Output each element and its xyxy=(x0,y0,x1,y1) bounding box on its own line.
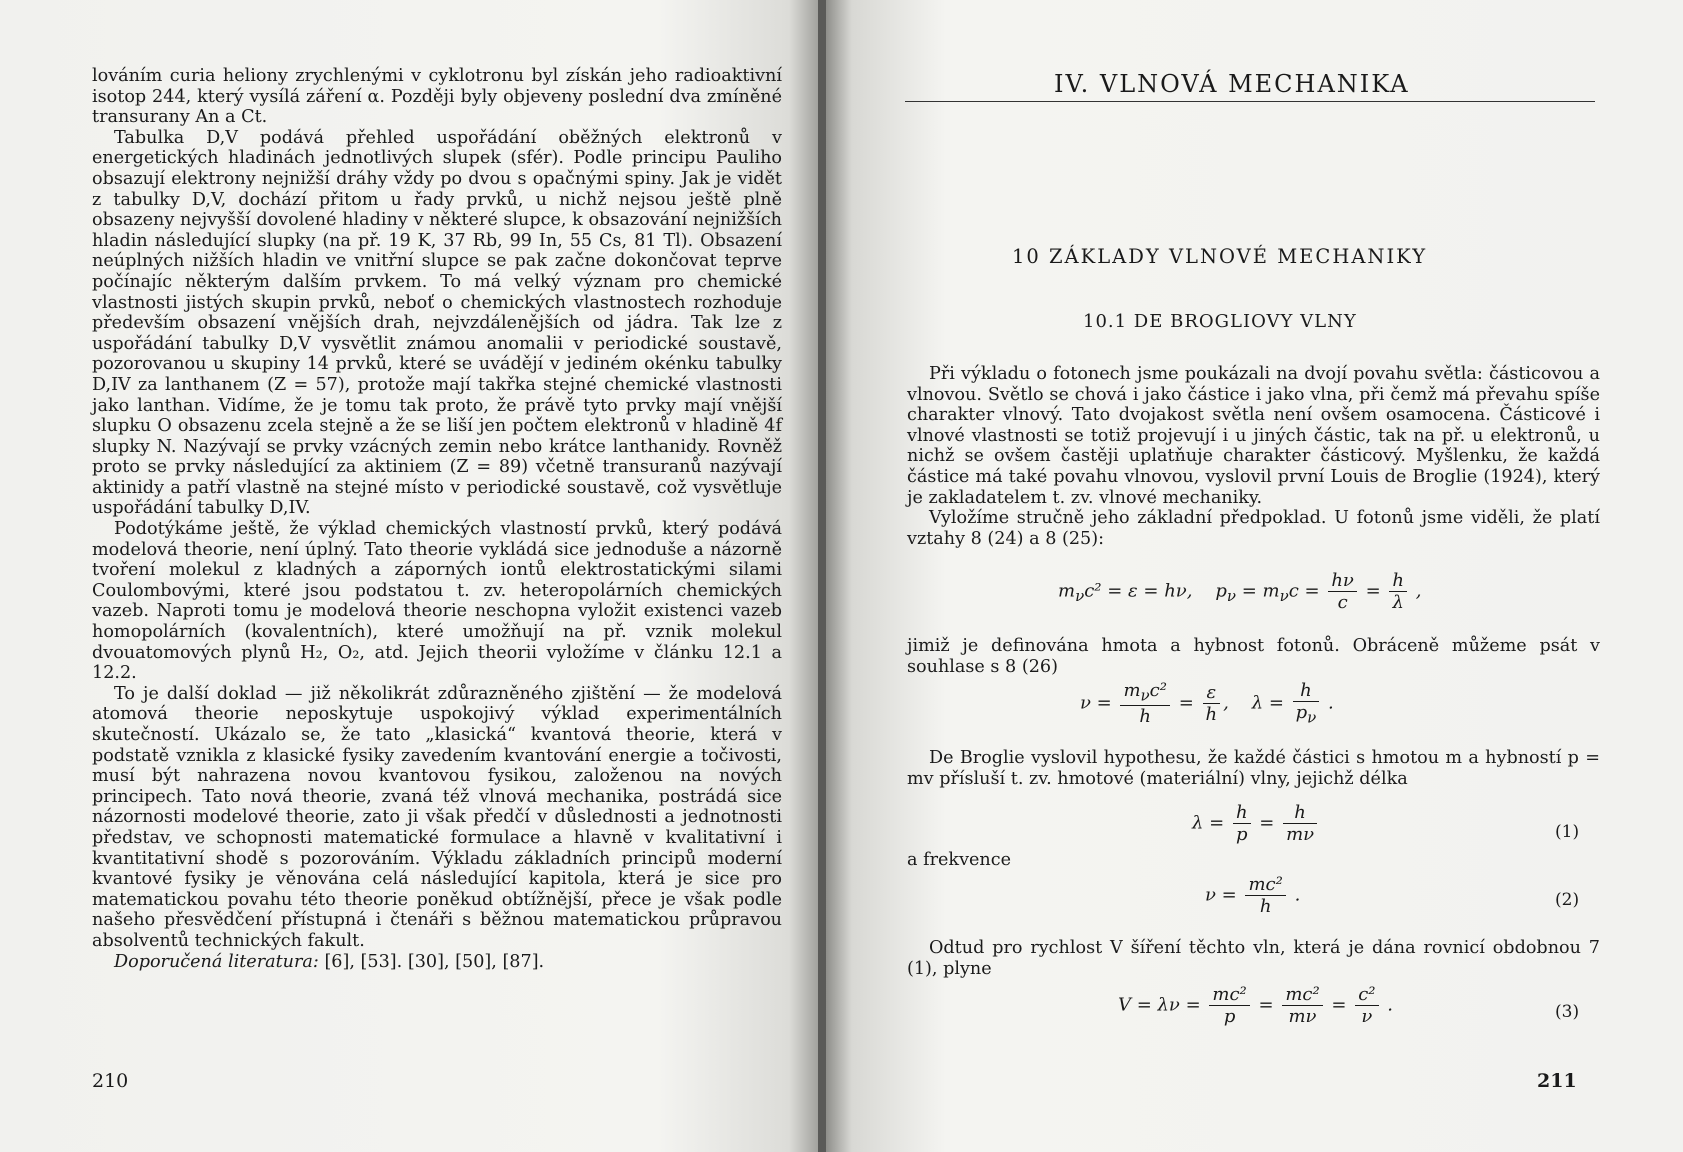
paragraph: De Broglie vyslovil hypothesu, že každé částici s hmotou m a hybností p = mv přísluší t. zv. hmotové (materiální) vlny, jejichž délka xyxy=(907,748,1600,789)
page-number-right: 211 xyxy=(1537,1070,1577,1092)
paragraph: Podotýkáme ještě, že výklad chemických vlastností prvků, který podává modelová theorie, není úplný. Tato theorie vykládá sice jednoduše a názorně tvoření molekul z kladných a záporných iontů elektrostatickými silami Coulombovými, které jsou podstatou t. zv. heteropolárních chemických vazeb. Naproti tomu je modelová theorie neschopna vyložit existenci vazeb homopolárních (kovalentních), které umožňují na př. vznik molekul dvouatomových plynů H₂, O₂, atd. Jejich theorii vyložíme v článku 12.1 a 12.2. xyxy=(92,519,782,684)
equation-number: (2) xyxy=(1555,890,1580,910)
chapter-title: 10 ZÁKLADY VLNOVÉ MECHANIKY xyxy=(1012,245,1428,268)
paragraph: jimiž je definována hmota a hybnost fotonů. Obráceně můžeme psát v souhlase s 8 (26) xyxy=(907,636,1600,677)
equation-number: (3) xyxy=(1555,1002,1580,1022)
paragraph: a frekvence xyxy=(907,850,1012,870)
equation-frequency-wavelength: ν = $\frac{m_\nu c^2}{h}$ = $\frac{\varepsilon}{h}$ , λ = $\frac{h}{p_\nu}$ . xyxy=(1080,680,1334,727)
left-page-text xyxy=(92,66,782,972)
equation-2: ν = $\frac{\text{mc²}}{h}$ . xyxy=(1205,874,1301,917)
left-page xyxy=(0,0,822,1152)
part-title: IV. VLNOVÁ MECHANIKA xyxy=(1054,70,1410,98)
right-text-block-3 xyxy=(907,748,1600,789)
paragraph: Vyložíme stručně jeho základní předpoklad. U fotonů jsme viděli, že platí vztahy 8 (24) a 8 (25): xyxy=(907,508,1600,549)
equation-photon-momentum: $m_\nu c^2 = \varepsilon = h\nu$, $p_\nu = m_\nu c$ = $\frac{h\nu}{c}$ = $\frac{h}{\lambda}$ , xyxy=(1058,570,1422,613)
recommended-literature xyxy=(92,952,782,973)
section-title: 10.1 DE BROGLIOVY VLNY xyxy=(1083,311,1357,332)
paragraph: lováním curia heliony zrychlenými v cyklotronu byl získán jeho radioaktivní isotop 244, který vysílá záření α. Později byly objeveny poslední dva zmíněné transurany An a Ct. xyxy=(92,66,782,128)
equation-1: λ = $\frac{h}{p}$ = $\frac{h}{m\nu}$ xyxy=(1192,802,1320,845)
equation-3: V = λν = $\frac{\text{mc²}}{p}$ = $\frac{\text{mc²}}{m\nu}$ = $\frac{\text{c²}}{\nu}$ . xyxy=(1118,984,1393,1027)
page-number-left: 210 xyxy=(92,1070,129,1092)
literature-label: Doporučená literatura: xyxy=(114,951,319,972)
right-text-block-1 xyxy=(907,364,1600,549)
equation-number: (1) xyxy=(1555,822,1580,842)
paragraph: Při výkladu o fotonech jsme poukázali na dvojí povahu světla: částicovou a vlnovou. Světlo se chová i jako částice i jako vlna, při čemž má převahu spíše charakter vlnový. Tato dvojakost světla není ovšem osamocena. Částicové i vlnové vlastnosti se totiž projevují i u jiných částic, tak na př. u elektronů, u nichž se ovšem častěji uplatňuje charakter částicový. Myšlenku, že každá částice má také povahu vlnovou, vyslovil první Louis de Broglie (1924), který je zakladatelem t. zv. vlnové mechaniky. xyxy=(907,364,1600,508)
part-title-rule xyxy=(905,101,1595,102)
paragraph: Odtud pro rychlost V šíření těchto vln, která je dána rovnicí obdobnou 7 (1), plyne xyxy=(907,938,1600,979)
literature-refs: [6], [53]. [30], [50], [87]. xyxy=(324,951,545,972)
right-text-block-4 xyxy=(907,850,1600,871)
right-text-block-2 xyxy=(907,636,1600,677)
paragraph: Tabulka D,V podává přehled uspořádání oběžných elektronů v energetických hladinách jednotlivých slupek (sfér). Podle principu Pauliho obsazují elektrony nejnižší dráhy vždy po dvou s opačnými spiny. Jak je vidět z tabulky D,V, dochází přitom u řady prvků, u nichž nejsou ještě plně obsazeny nejvyšší dovolené hladiny v některé slupce, k obsazování nejnižších hladin následující slupky (na př. 19 K, 37 Rb, 99 In, 55 Cs, 81 Tl). Obsazení neúplných nižších hladin ve vnitřní slupce se pak začne dokončovat teprve počínajíc některým dalším prvkem. To má velký význam pro chemické vlastnosti jistých skupin prvků, neboť o chemických vlastnostech rozhoduje především obsazení vnějších drah, nejvzdálenějších od jádra. Tak lze z uspořádání tabulky D,V vysvětlit známou anomalii v periodické soustavě, pozorovanou u skupiny 14 prvků, které se uvádějí v jediném okénku tabulky D,IV za lanthanem (Z = 57), protože mají takřka stejné chemické vlastnosti jako lanthan. Vidíme, že je tomu tak proto, že právě tyto prvky mají vnější slupku O obsazenu zcela stejně a že se liší jen počtem elektronů v hladině 4f slupky N. Nazývají se prvky vzácných zemin nebo krátce lanthanidy. Rovněž proto se prvky následující za aktiniem (Z = 89) včetně transuranů nazývají aktinidy a patří vlastně na stejné místo v periodické soustavě, což vysvětluje uspořádání tabulky D,IV. xyxy=(92,127,782,519)
right-text-block-5 xyxy=(907,938,1600,979)
paragraph: To je další doklad — již několikrát zdůrazněného zjištění — že modelová atomová theorie neposkytuje uspokojivý výklad experimentálních skutečností. Ukázalo se, že tato „klasická“ kvantová theorie, která v podstatě vznikla z klasické fysiky zavedením kvantování energie a točivosti, musí být nahrazena novou kvantovou fysikou, založenou na nových principech. Tato nová theorie, zvaná též vlnová mechanika, postrádá sice názornosti modelové theorie, zato ji však předčí v důslednosti a jednotnosti představ, ve schopnosti matematické formulace a hlavně v kvalitativní i kvantitativní shodě s pozorováním. Výkladu základních principů moderní kvantové fysiky je věnována celá následující kapitola, která je sice pro matematickou povahu této theorie poněkud obtížnější, přece je však podle našeho přesvědčení přístupná i čtenáři s běžnou matematickou průpravou absolventů technických fakult. xyxy=(92,683,782,951)
